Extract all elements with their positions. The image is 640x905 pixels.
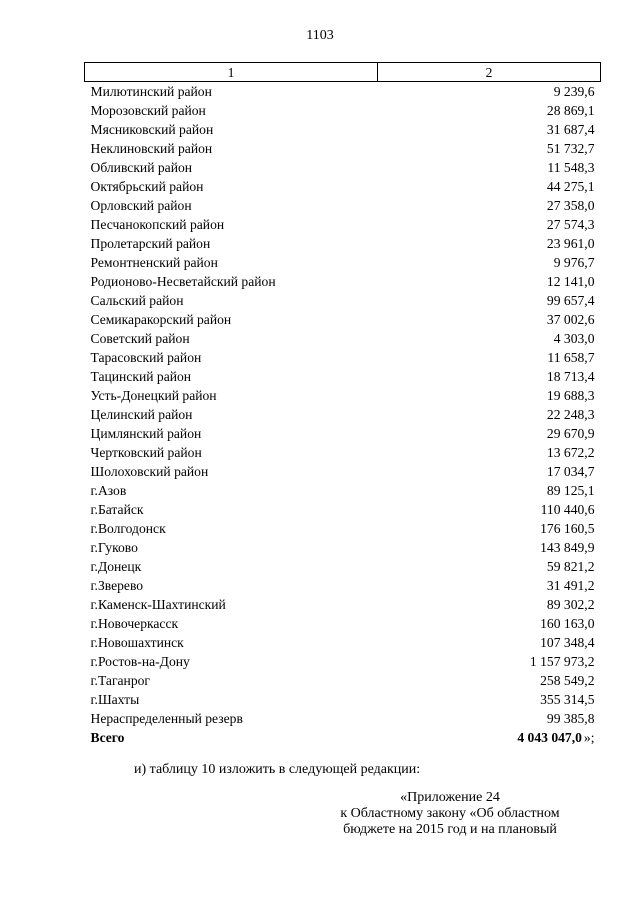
row-name: Семикаракорский район (90, 312, 232, 327)
row-value: 110 440,6 (540, 502, 595, 517)
table-row (85, 367, 601, 386)
row-name: Сальский район (90, 293, 184, 308)
table-row (85, 101, 601, 120)
row-name: г.Каменск-Шахтинский (90, 597, 226, 612)
table-row (85, 139, 601, 158)
table-row (85, 652, 601, 671)
table-row (85, 443, 601, 462)
row-value: 37 002,6 (546, 312, 595, 327)
row-value: 258 549,2 (540, 673, 595, 688)
appendix-line-2: к Областному закону «Об областном (340, 806, 560, 821)
table-row (85, 82, 601, 102)
row-value: 12 141,0 (546, 274, 595, 289)
total-row (85, 728, 601, 747)
table-row (85, 310, 601, 329)
row-value: 18 713,4 (546, 369, 595, 384)
table-body (85, 82, 601, 729)
table-row (85, 291, 601, 310)
row-value: 51 732,7 (546, 141, 595, 156)
row-name: Родионово-Несветайский район (90, 274, 276, 289)
row-name: Пролетарский район (90, 236, 211, 251)
row-name: Песчанокопский район (90, 217, 225, 232)
row-name: г.Донецк (90, 559, 142, 574)
row-name: г.Таганрог (90, 673, 150, 688)
row-value: 89 302,2 (546, 597, 595, 612)
row-value: 176 160,5 (540, 521, 595, 536)
row-name: Октябрьский район (90, 179, 204, 194)
row-name: Тарасовский район (90, 350, 202, 365)
total-suffix: »; (583, 730, 595, 745)
row-name: Усть-Донецкий район (90, 388, 217, 403)
row-name: г.Волгодонск (90, 521, 166, 536)
row-name: Целинский район (90, 407, 193, 422)
row-name: Нераспределенный резерв (90, 711, 243, 726)
row-value: 59 821,2 (546, 559, 595, 574)
row-name: Обливский район (90, 160, 193, 175)
row-value: 28 869,1 (546, 103, 595, 118)
table-row (85, 709, 601, 728)
row-name: г.Гуково (90, 540, 138, 555)
table-row (85, 329, 601, 348)
row-name: г.Новошахтинск (90, 635, 184, 650)
table-row (85, 690, 601, 709)
budget-table (84, 62, 601, 747)
table-row (85, 671, 601, 690)
row-name: Шолоховский район (90, 464, 209, 479)
table-row (85, 386, 601, 405)
row-value: 11 658,7 (547, 350, 595, 365)
row-value: 31 687,4 (546, 122, 595, 137)
column-header-1: 1 (85, 63, 378, 82)
total-label: Всего (90, 730, 125, 745)
appendix-heading (300, 790, 600, 838)
row-value: 17 034,7 (546, 464, 595, 479)
row-value: 29 670,9 (546, 426, 595, 441)
table-row (85, 215, 601, 234)
table-row (85, 481, 601, 500)
row-value: 9 976,7 (553, 255, 595, 270)
row-value: 143 849,9 (540, 540, 595, 555)
row-value: 22 248,3 (546, 407, 595, 422)
row-value: 355 314,5 (540, 692, 595, 707)
row-value: 31 491,2 (546, 578, 595, 593)
row-value: 107 348,4 (540, 635, 595, 650)
table-row (85, 158, 601, 177)
row-value: 11 548,3 (547, 160, 595, 175)
row-name: Цимлянский район (90, 426, 202, 441)
row-name: г.Новочеркасск (90, 616, 179, 631)
row-name: Тацинский район (90, 369, 192, 384)
instruction-paragraph: и) таблицу 10 изложить в следующей редакции: (134, 762, 421, 777)
row-name: г.Зверево (90, 578, 144, 593)
row-value: 4 303,0 (553, 331, 595, 346)
row-name: г.Азов (90, 483, 127, 498)
row-value: 160 163,0 (540, 616, 595, 631)
table-row (85, 253, 601, 272)
table-row (85, 557, 601, 576)
table-row (85, 633, 601, 652)
row-name: Морозовский район (90, 103, 206, 118)
table-row (85, 196, 601, 215)
row-name: г.Шахты (90, 692, 140, 707)
row-value: 13 672,2 (546, 445, 595, 460)
row-value: 99 385,8 (546, 711, 595, 726)
row-value: 9 239,6 (553, 84, 595, 99)
total-value-cell (378, 728, 601, 747)
row-value: 89 125,1 (546, 483, 595, 498)
row-value: 19 688,3 (546, 388, 595, 403)
table-row (85, 595, 601, 614)
table-row (85, 272, 601, 291)
table-row (85, 348, 601, 367)
row-name: г.Ростов-на-Дону (90, 654, 190, 669)
table-row (85, 424, 601, 443)
table-row (85, 576, 601, 595)
table-row (85, 500, 601, 519)
row-name: Орловский район (90, 198, 192, 213)
table-row (85, 519, 601, 538)
row-name: Чертковский район (90, 445, 202, 460)
table-header-row (85, 63, 601, 82)
row-value: 99 657,4 (546, 293, 595, 308)
row-name: Милютинский район (90, 84, 212, 99)
row-name: Мясниковский район (90, 122, 214, 137)
row-name: Ремонтненский район (90, 255, 218, 270)
total-value: 4 043 047,0 (517, 730, 582, 745)
table-row (85, 120, 601, 139)
table-row (85, 177, 601, 196)
row-value: 23 961,0 (546, 236, 595, 251)
table-row (85, 538, 601, 557)
row-name: Советский район (90, 331, 190, 346)
table-row (85, 614, 601, 633)
appendix-line-3: бюджете на 2015 год и на плановый (343, 822, 557, 837)
appendix-line-1: «Приложение 24 (400, 790, 500, 805)
row-value: 27 574,3 (546, 217, 595, 232)
row-name: г.Батайск (90, 502, 144, 517)
row-value: 44 275,1 (546, 179, 595, 194)
table-row (85, 405, 601, 424)
table-row (85, 462, 601, 481)
row-value: 1 157 973,2 (529, 654, 595, 669)
row-value: 27 358,0 (546, 198, 595, 213)
row-name: Неклиновский район (90, 141, 213, 156)
page-number: 1103 (306, 28, 334, 43)
column-header-2: 2 (378, 63, 601, 82)
table-row (85, 234, 601, 253)
